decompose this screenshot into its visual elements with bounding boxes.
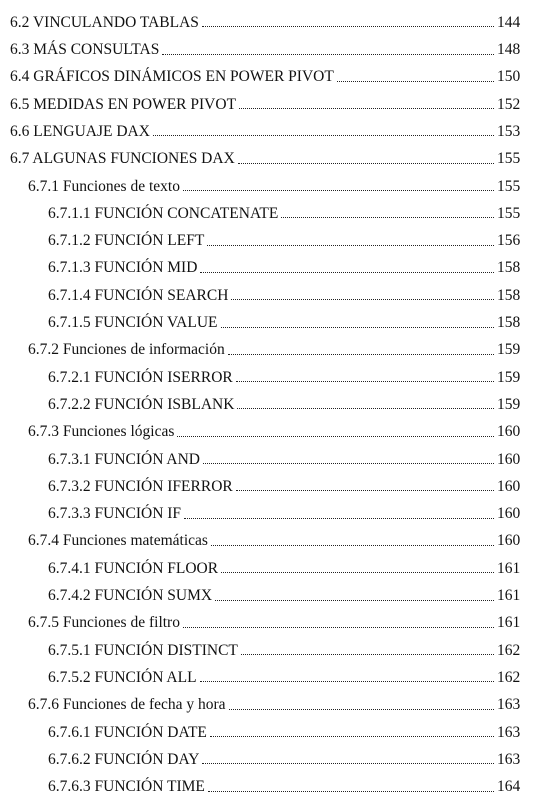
toc-entry (0, 743, 535, 770)
toc-entry-page-number: 159 (497, 395, 521, 413)
toc-entry (0, 443, 535, 470)
toc-entry-page-number: 163 (497, 723, 521, 741)
toc-entry (0, 33, 535, 60)
dot-leader (183, 190, 494, 191)
toc-entry-label: 6.7.4.1 FUNCIÓN FLOOR (48, 559, 219, 577)
toc-entry-page-number: 153 (497, 122, 521, 140)
toc-entry-page-number: 163 (497, 696, 521, 714)
toc-entry-page-number: 162 (497, 641, 521, 659)
toc-entry-page-number: 160 (497, 477, 521, 495)
toc-entry-label: 6.7.6.3 FUNCIÓN TIME (48, 778, 205, 796)
dot-leader (221, 327, 494, 328)
toc-entry-label: 6.7.1.1 FUNCIÓN CONCATENATE (48, 204, 279, 222)
toc-entry-page-number: 159 (497, 341, 521, 359)
toc-entry-page-number: 155 (497, 204, 521, 222)
toc-entry-label: 6.7.2.2 FUNCIÓN ISBLANK (48, 395, 235, 413)
toc-entry-page-number: 161 (497, 559, 521, 577)
toc-entry-label: 6.7.1.3 FUNCIÓN MID (48, 259, 198, 277)
dot-leader (211, 545, 494, 546)
toc-entry-label: 6.7.6 Funciones de fecha y hora (28, 696, 226, 714)
dot-leader (236, 490, 494, 491)
dot-leader (203, 463, 494, 464)
toc-entry-page-number: 152 (497, 95, 521, 113)
dot-leader (207, 245, 494, 246)
toc-entry-page-number: 161 (497, 587, 521, 605)
toc-entry-page-number: 155 (497, 150, 521, 168)
toc-entry-page-number: 160 (497, 423, 521, 441)
toc-entry-page-number: 144 (497, 13, 521, 31)
dot-leader (228, 354, 494, 355)
dot-leader (208, 791, 494, 792)
toc-entry (0, 525, 535, 552)
dot-leader (229, 709, 494, 710)
dot-leader (153, 135, 494, 136)
toc-entry-label: 6.7.3.1 FUNCIÓN AND (48, 450, 200, 468)
toc-entry-label: 6.7.1.5 FUNCIÓN VALUE (48, 314, 218, 332)
dot-leader (162, 54, 494, 55)
toc-entry-label: 6.7.6.1 FUNCIÓN DATE (48, 723, 207, 741)
dot-leader (202, 763, 494, 764)
dot-leader (237, 408, 494, 409)
dot-leader (241, 654, 494, 655)
toc-entry (0, 115, 535, 142)
toc-entry-label: 6.7.3.2 FUNCIÓN IFERROR (48, 477, 233, 495)
toc-entry (0, 716, 535, 743)
toc-entry-page-number: 159 (497, 368, 521, 386)
toc-entry-page-number: 156 (497, 232, 521, 250)
toc-entry (0, 688, 535, 715)
toc-entry-page-number: 163 (497, 750, 521, 768)
dot-leader (221, 572, 494, 573)
toc-entry-page-number: 160 (497, 532, 521, 550)
toc-entry (0, 61, 535, 88)
toc-entry-page-number: 161 (497, 614, 521, 632)
dot-leader (202, 26, 494, 27)
toc-entry (0, 197, 535, 224)
dot-leader (337, 81, 494, 82)
dot-leader (177, 436, 494, 437)
toc-entry-label: 6.7.3 Funciones lógicas (28, 423, 175, 441)
toc-entry (0, 388, 535, 415)
toc-entry (0, 634, 535, 661)
dot-leader (210, 736, 494, 737)
toc-entry (0, 607, 535, 634)
toc-entry-label: 6.7.5.1 FUNCIÓN DISTINCT (48, 641, 238, 659)
dot-leader (215, 600, 494, 601)
toc-entry-page-number: 160 (497, 450, 521, 468)
toc-entry-label: 6.6 LENGUAJE DAX (10, 122, 150, 140)
toc-entry (0, 142, 535, 169)
toc-entry-label: 6.5 MEDIDAS EN POWER PIVOT (10, 95, 237, 113)
toc-entry (0, 552, 535, 579)
toc-entry-page-number: 158 (497, 314, 521, 332)
toc-entry (0, 224, 535, 251)
toc-entry (0, 470, 535, 497)
toc-entry-label: 6.3 MÁS CONSULTAS (10, 41, 160, 59)
toc-entry (0, 579, 535, 606)
toc-entry (0, 361, 535, 388)
toc-entry-page-number: 164 (497, 778, 521, 796)
dot-leader (239, 108, 494, 109)
toc-entry-label: 6.7.1.2 FUNCIÓN LEFT (48, 232, 205, 250)
toc-entry (0, 279, 535, 306)
toc-entry-page-number: 158 (497, 259, 521, 277)
table-of-contents (0, 6, 535, 798)
toc-entry (0, 661, 535, 688)
toc-entry-page-number: 155 (497, 177, 521, 195)
toc-entry-label: 6.7.2 Funciones de información (28, 341, 225, 359)
toc-entry (0, 334, 535, 361)
dot-leader (184, 518, 494, 519)
toc-entry (0, 306, 535, 333)
toc-entry-label: 6.7.2.1 FUNCIÓN ISERROR (48, 368, 233, 386)
toc-entry (0, 252, 535, 279)
toc-entry (0, 415, 535, 442)
toc-entry-page-number: 158 (497, 286, 521, 304)
toc-entry (0, 6, 535, 33)
toc-entry-label: 6.7.4.2 FUNCIÓN SUMX (48, 587, 213, 605)
toc-entry-page-number: 160 (497, 505, 521, 523)
toc-entry-page-number: 148 (497, 41, 521, 59)
toc-entry-label: 6.7.5 Funciones de filtro (28, 614, 180, 632)
toc-entry-page-number: 150 (497, 68, 521, 86)
dot-leader (200, 681, 494, 682)
dot-leader (200, 272, 494, 273)
toc-entry-label: 6.2 VINCULANDO TABLAS (10, 13, 199, 31)
dot-leader (236, 381, 494, 382)
toc-entry (0, 170, 535, 197)
dot-leader (231, 299, 494, 300)
toc-entry-label: 6.7.4 Funciones matemáticas (28, 532, 208, 550)
toc-entry (0, 88, 535, 115)
toc-entry-label: 6.7.5.2 FUNCIÓN ALL (48, 668, 197, 686)
toc-entry-label: 6.7.3.3 FUNCIÓN IF (48, 505, 182, 523)
toc-entry-label: 6.7 ALGUNAS FUNCIONES DAX (10, 150, 235, 168)
toc-entry-label: 6.7.1 Funciones de texto (28, 177, 180, 195)
toc-entry-label: 6.4 GRÁFICOS DINÁMICOS EN POWER PIVOT (10, 68, 334, 86)
dot-leader (281, 217, 494, 218)
toc-entry-page-number: 162 (497, 668, 521, 686)
toc-entry-label: 6.7.6.2 FUNCIÓN DAY (48, 750, 200, 768)
dot-leader (238, 163, 494, 164)
toc-entry-label: 6.7.1.4 FUNCIÓN SEARCH (48, 286, 229, 304)
toc-entry (0, 497, 535, 524)
dot-leader (183, 627, 494, 628)
toc-entry (0, 770, 535, 797)
